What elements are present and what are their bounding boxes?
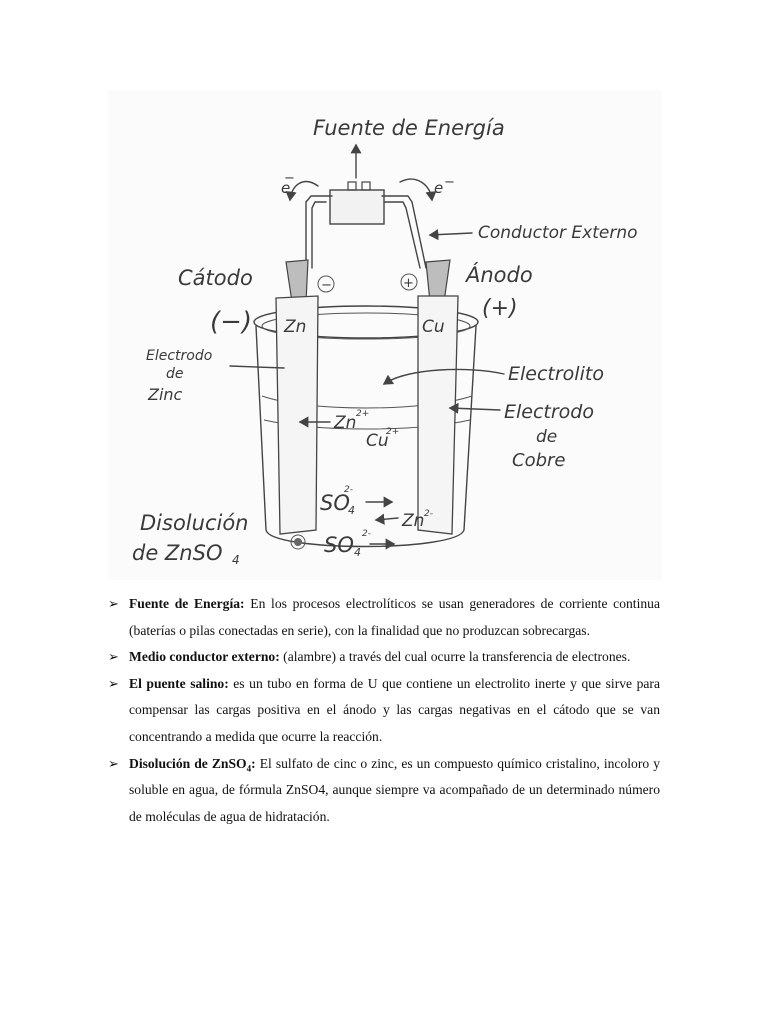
battery	[330, 190, 384, 224]
svg-text:2-: 2-	[344, 485, 353, 495]
definition-text: El sulfato de cinc o zinc, es un compuesto químico cristalino, incoloro y soluble en agua, de fórmula ZnSO4, aunque siempre va acompañado de un determinado número de moléculas de agua de hidratación.	[129, 755, 660, 824]
svg-text:2-: 2-	[424, 509, 433, 519]
electrolysis-drawing	[108, 90, 662, 580]
cu-plate-label: Cu	[422, 317, 445, 337]
zn-ion: Zn	[334, 413, 357, 433]
svg-text:4: 4	[354, 546, 361, 559]
definitions-list	[108, 591, 660, 830]
so4-ion-top: SO	[320, 491, 350, 515]
zinc-electrode-line3: Zinc	[148, 385, 183, 404]
energy-source-label: Fuente de Energía	[313, 116, 505, 140]
arrow-bullet-icon: ➢	[108, 755, 119, 771]
electron-right-label: e	[434, 179, 444, 197]
arrow-bullet-icon: ➢	[108, 675, 119, 691]
electron-left-label: e	[281, 179, 291, 197]
list-item-external-conductor	[108, 644, 660, 671]
electrolysis-diagram	[108, 90, 662, 580]
so4-ion-bottom: SO	[324, 533, 354, 557]
wire-right	[382, 196, 426, 268]
plus-terminal: +	[403, 276, 414, 291]
anode-sign: (+)	[482, 296, 518, 321]
copper-electrode-line2: de	[536, 427, 558, 447]
cathode-label: Cátodo	[178, 266, 253, 290]
svg-text:2-: 2-	[362, 529, 371, 539]
copper-electrode-line3: Cobre	[512, 450, 566, 471]
zn-ion-bottom: Zn	[402, 511, 425, 531]
cu-ion-charge: 2+	[386, 427, 400, 437]
term-label: Disolución de ZnSO$_4$:	[129, 755, 256, 774]
zn-ion-charge: 2+	[356, 409, 370, 419]
solution-label-line1: Disolución	[140, 511, 249, 535]
svg-text:−: −	[284, 171, 295, 186]
arrow-bullet-icon: ➢	[108, 596, 119, 611]
zinc-electrode-line1: Electrodo	[146, 348, 213, 364]
definition-text: En los procesos electrolíticos se usan generadores de corriente continua (baterías o pilas conectadas en serie), con la finalidad que no produzcan sobrecargas.	[129, 596, 660, 638]
svg-text:−: −	[444, 175, 455, 190]
cu-ion: Cu	[366, 431, 389, 451]
term-label: El puente salino:	[129, 675, 229, 691]
anode-label: Ánodo	[466, 263, 533, 287]
list-item-energy-source	[108, 591, 660, 644]
wire-left	[306, 196, 332, 268]
arrow-bullet-icon: ➢	[108, 649, 119, 665]
electrolyte-label: Electrolito	[508, 363, 604, 385]
minus-terminal: −	[321, 278, 332, 293]
solution-label-line2: de ZnSO	[132, 541, 223, 565]
definition-text: (alambre) a través del cual ocurre la transferencia de electrones.	[279, 649, 631, 665]
zn-plate-label: Zn	[284, 317, 307, 337]
zinc-electrode-line2: de	[166, 366, 184, 382]
definition-text: es un tubo en forma de U que contiene un electrolito inerte y que sirve para compensar las cargas positiva en el ánodo y las cargas negativas en el cátodo que se van concentrando a medida que ocurre la reacción.	[129, 675, 660, 744]
cathode-sign: (−)	[210, 307, 253, 337]
external-conductor-label: Conductor Externo	[478, 223, 638, 243]
list-item-salt-bridge	[108, 671, 660, 751]
svg-text:4: 4	[348, 504, 355, 517]
electron-right-arrow	[400, 179, 432, 200]
copper-electrode-line1: Electrodo	[504, 401, 594, 423]
list-item-znso4-solution	[108, 751, 660, 831]
svg-text:4: 4	[232, 553, 240, 567]
term-label: Fuente de Energía:	[129, 596, 245, 611]
zinc-clamp	[286, 260, 308, 302]
term-label: Medio conductor externo:	[129, 649, 280, 665]
